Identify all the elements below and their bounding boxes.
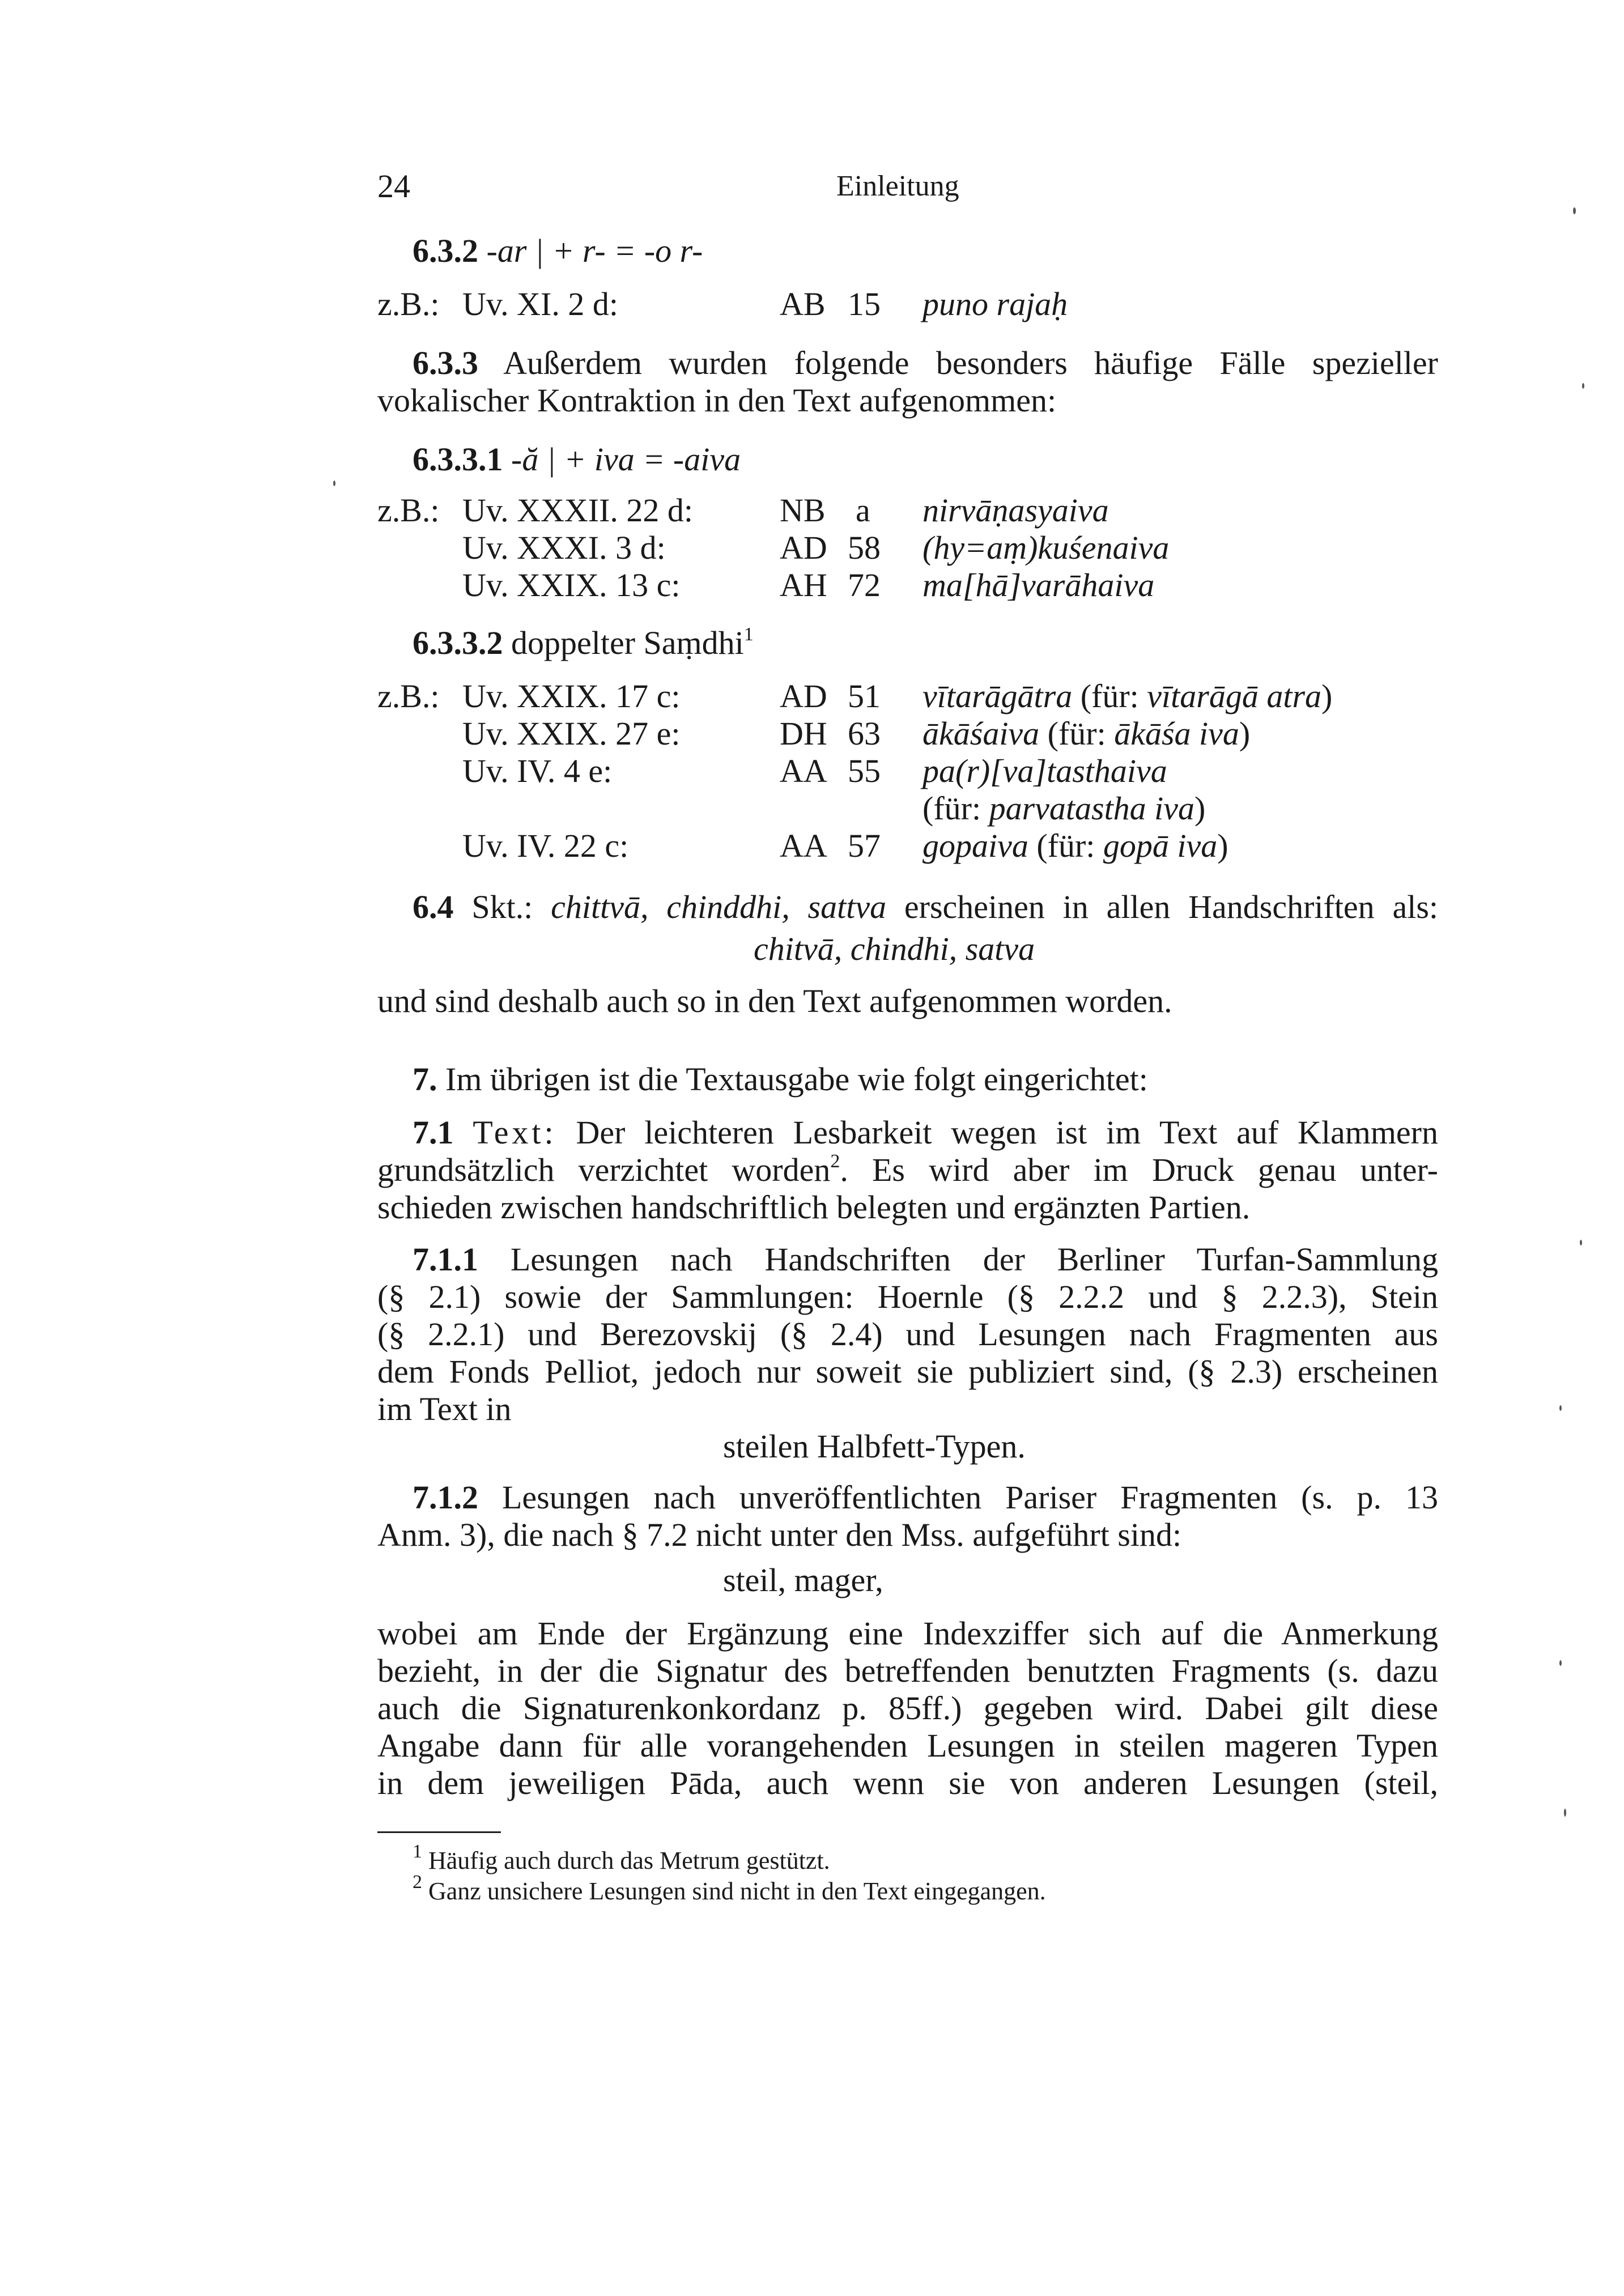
paragraph-line	[413, 1241, 1438, 1278]
paragraph-text: Lesungen nach unveröffentlichten Pariser Fragmenten (s. p. 13	[501, 1479, 1438, 1516]
paragraph-line	[413, 345, 1438, 382]
paragraph-text: Im übrigen ist die Textausgabe wie folgt eingerichtet:	[445, 1061, 1148, 1098]
manuscript-number: 15	[848, 286, 881, 322]
manuscript-number: 63	[848, 715, 881, 752]
section-number: 7.1	[413, 1114, 454, 1151]
footnote-text: Häufig auch durch das Metrum gestützt.	[428, 1847, 830, 1874]
manuscript-siglum: AA	[780, 827, 827, 864]
udanavarga-reference: Uv. XXIX. 13 c:	[462, 567, 681, 603]
manuscript-siglum: AD	[780, 529, 827, 566]
reading-form: ākāśaiva	[922, 715, 1040, 752]
reading-form: ma[hā]varāhaiva	[922, 567, 1155, 603]
note-form: ākāśa iva	[1114, 715, 1239, 752]
paragraph-line: dem Fonds Pelliot, jedoch nur soweit sie publiziert sind, (§ 2.3) erscheinen	[377, 1353, 1438, 1390]
scan-speck	[1559, 1660, 1562, 1666]
scan-speck	[1564, 1809, 1566, 1817]
manuscript-siglum: AA	[780, 752, 827, 789]
paragraph-line: vokalischer Kontraktion in den Text aufgenommen:	[377, 382, 1057, 419]
footnote-mark: 1	[413, 1841, 422, 1863]
footnote-reference: 1	[743, 623, 754, 645]
reading-form: gopaiva	[922, 827, 1028, 864]
reading-form: (hy=aṃ)kuśenaiva	[922, 529, 1170, 566]
scan-speck	[1559, 1405, 1562, 1411]
udanavarga-reference: Uv. XXIX. 17 c:	[462, 678, 681, 715]
note-close: )	[1239, 715, 1251, 752]
reading-form: nirvāṇasyaiva	[922, 492, 1109, 529]
paragraph-line: in dem jeweiligen Pāda, auch wenn sie von anderen Lesungen (steil,	[377, 1764, 1438, 1801]
note-close: )	[1194, 790, 1206, 827]
note-open: (für:	[1080, 678, 1139, 715]
note-form: vītarāgā atra	[1147, 678, 1322, 715]
sandhi-rule: -ar | + r- = -o r-	[486, 232, 703, 269]
manuscript-number: 51	[848, 678, 881, 715]
paragraph-line: bezieht, in der die Signatur des betreffenden benutzten Fragments (s. dazu	[377, 1652, 1438, 1689]
manuscript-number: 55	[848, 752, 881, 789]
paragraph-text: . Es wird aber im Druck genau unter-	[840, 1151, 1438, 1188]
paragraph-line: Anm. 3), die nach § 7.2 nicht unter den Mss. aufgeführt sind:	[377, 1516, 1182, 1553]
udanavarga-reference: Uv. XXXII. 22 d:	[462, 492, 694, 529]
note-close: )	[1321, 678, 1333, 715]
paragraph-line	[413, 1479, 1438, 1516]
paragraph-line	[413, 1114, 1438, 1151]
lead-text: Skt.:	[471, 888, 533, 925]
note-open: (für:	[1047, 715, 1106, 752]
manuscript-siglum: AD	[780, 678, 827, 715]
example-label: z.B.:	[377, 678, 440, 715]
udanavarga-reference: Uv. IV. 4 e:	[462, 752, 613, 789]
section-number: 7.1.1	[413, 1241, 478, 1278]
note-form: gopā iva	[1103, 827, 1218, 864]
paragraph-text: Außerdem wurden folgende besonders häufige Fälle spezieller	[503, 345, 1438, 381]
scan-speck	[1573, 207, 1576, 214]
paragraph-line	[413, 888, 1438, 926]
section-6-3-2-heading	[413, 232, 703, 270]
sanskrit-forms: chittvā, chinddhi, sattva	[551, 888, 887, 925]
manuscript-number: 58	[848, 529, 881, 566]
section-number: 6.3.3	[413, 345, 478, 381]
section-number: 6.3.2	[413, 232, 478, 269]
paragraph-line: auch die Signaturenkonkordanz p. 85ff.) gegeben wird. Dabei gilt diese	[377, 1690, 1438, 1727]
note-open: (für:	[1036, 827, 1095, 864]
example-label: z.B.:	[377, 492, 440, 529]
section-number: 6.3.3.2	[413, 624, 503, 661]
reading-with-note	[922, 678, 1332, 715]
section-number: 6.3.3.1	[413, 441, 503, 478]
note-form: parvatastha iva	[989, 790, 1195, 827]
footnote	[413, 1872, 1046, 1906]
example-label: z.B.:	[377, 286, 440, 322]
paragraph-text: Lesungen nach Handschriften der Berliner Turfan-Sammlung	[510, 1241, 1438, 1278]
paragraph-line: und sind deshalb auch so in den Text aufgenommen worden.	[377, 983, 1172, 1019]
section-6-3-3-2-heading	[413, 624, 754, 662]
scan-speck	[1582, 383, 1584, 389]
udanavarga-reference: Uv. XXXI. 3 d:	[462, 529, 666, 566]
paragraph-line: (§ 2.2.1) und Berezovskij (§ 2.4) und Lesungen nach Fragmenten aus	[377, 1316, 1438, 1353]
section-7-heading	[413, 1061, 1148, 1098]
footnote	[413, 1841, 830, 1876]
spaced-label: Text:	[473, 1114, 557, 1151]
manuscript-siglum: AB	[780, 286, 826, 322]
paragraph-line: im Text in	[377, 1391, 512, 1427]
footnote-reference: 2	[830, 1150, 840, 1172]
manuscript-number: 57	[848, 827, 881, 864]
manuscript-siglum: DH	[780, 715, 827, 752]
manuscript-number: 72	[848, 567, 881, 603]
centered-forms: chitvā, chindhi, satva	[754, 930, 1035, 967]
manuscript-siglum: AH	[780, 567, 827, 603]
reading-with-note	[922, 827, 1228, 865]
reading-with-note	[922, 715, 1250, 752]
page-number: 24	[377, 168, 410, 205]
reading-note	[922, 790, 1205, 827]
reading-form: pa(r)[va]tasthaiva	[922, 752, 1167, 789]
running-title: Einleitung	[836, 170, 959, 202]
paragraph-line: (§ 2.1) sowie der Sammlungen: Hoernle (§ 2.2.2 und § 2.2.3), Stein	[377, 1278, 1438, 1315]
note-open: (für:	[922, 790, 981, 827]
scan-speck	[1580, 1240, 1582, 1245]
section-number: 6.4	[413, 888, 454, 925]
udanavarga-reference: Uv. XXIX. 27 e:	[462, 715, 681, 752]
section-number: 7.1.2	[413, 1479, 478, 1516]
centered-typeface-note: steilen Halbfett-Typen.	[723, 1428, 1026, 1465]
footnote-mark: 2	[413, 1872, 422, 1893]
paragraph-line	[377, 1151, 1438, 1189]
footnote-separator	[377, 1831, 501, 1833]
reading-form: puno rajaḥ	[922, 286, 1068, 322]
paragraph-line: Angabe dann für alle vorangehenden Lesungen in steilen mageren Typen	[377, 1727, 1438, 1764]
section-number: 7.	[413, 1061, 437, 1098]
centered-typeface-note: steil, mager,	[723, 1562, 883, 1598]
paragraph-text: Der leichteren Lesbarkeit wegen ist im Text auf Klammern	[576, 1114, 1438, 1151]
paragraph-line: wobei am Ende der Ergänzung eine Indexziffer sich auf die Anmerkung	[377, 1615, 1438, 1652]
manuscript-number: a	[856, 492, 870, 529]
section-title: doppelter Saṃdhi	[511, 624, 744, 661]
paragraph-line: schieden zwischen handschriftlich belegten und ergänzten Partien.	[377, 1189, 1251, 1226]
footnote-text: Ganz unsichere Lesungen sind nicht in den Text eingegangen.	[428, 1877, 1046, 1905]
section-6-3-3-1-heading	[413, 441, 741, 478]
udanavarga-reference: Uv. XI. 2 d:	[462, 286, 618, 322]
reading-form: vītarāgātra	[922, 678, 1073, 715]
paragraph-text: grundsätzlich verzichtet worden	[377, 1151, 831, 1188]
scan-speck	[333, 481, 335, 486]
udanavarga-reference: Uv. IV. 22 c:	[462, 827, 629, 864]
note-close: )	[1217, 827, 1228, 864]
paragraph-text: erscheinen in allen Handschriften als:	[904, 888, 1439, 925]
sandhi-rule: -ă | + iva = -aiva	[511, 441, 741, 478]
manuscript-siglum: NB	[780, 492, 826, 529]
